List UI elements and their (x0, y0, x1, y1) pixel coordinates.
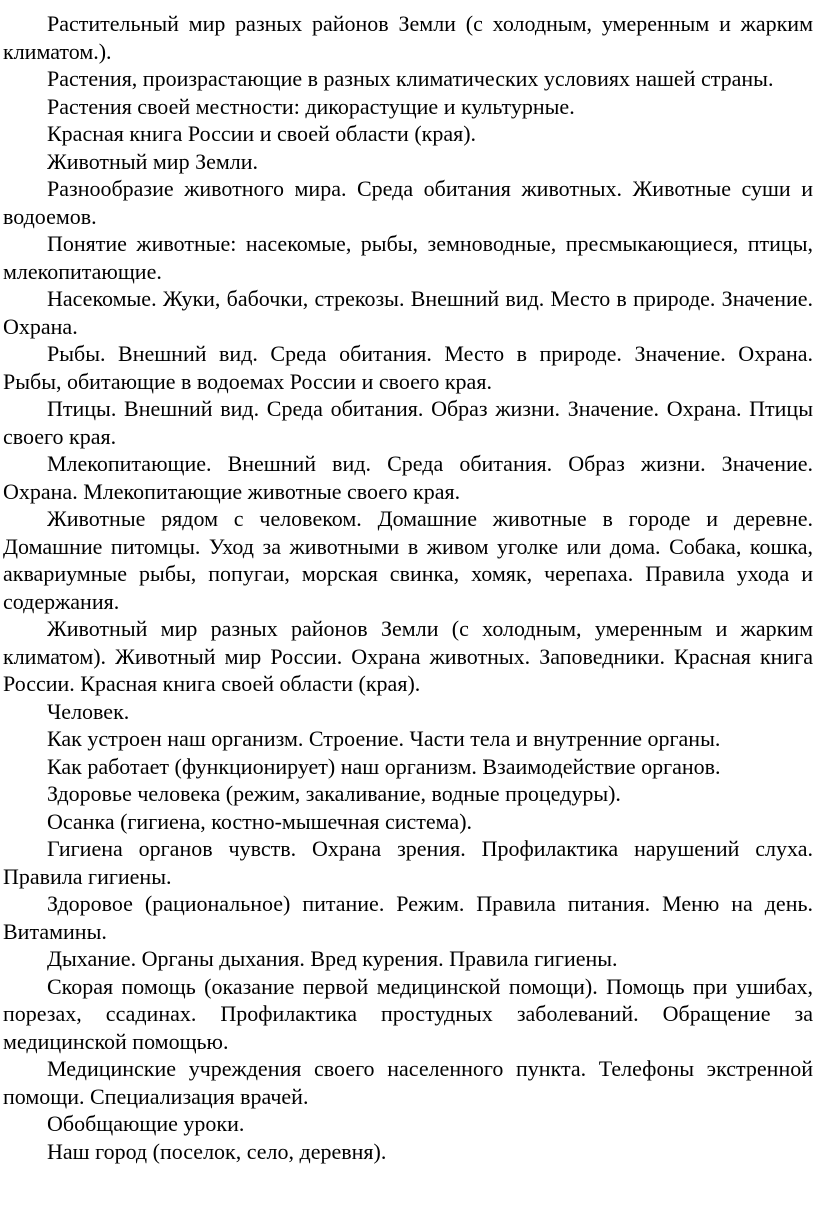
paragraph-animal-groups: Понятие животные: насекомые, рыбы, земноводные, пресмыкающиеся, птицы, млекопитающие. (3, 231, 813, 284)
paragraph-breathing: Дыхание. Органы дыхания. Вред курения. Правила гигиены. (47, 946, 618, 971)
paragraph-summary-lessons: Обобщающие уроки. (47, 1111, 245, 1136)
paragraph-medical-institutions: Медицинские учреждения своего населенного пункта. Телефоны экстренной помощи. Специализация врачей. (3, 1056, 813, 1109)
paragraph-local-plants: Растения своей местности: дикорастущие и культурные. (47, 93, 575, 119)
paragraph-plants-country: Растения, произрастающие в разных климатических условиях нашей страны. (47, 66, 774, 91)
paragraph-posture: Осанка (гигиена, костно-мышечная система). (47, 808, 473, 834)
paragraph-our-town: Наш город (поселок, село, деревня). (47, 1138, 387, 1164)
paragraph-birds: Птицы. Внешний вид. Среда обитания. Образ жизни. Значение. Охрана. Птицы своего края. (3, 396, 813, 449)
paragraph-first-aid: Скорая помощь (оказание первой медицинской помощи). Помощь при ушибах, порезах, ссадинах. Профилактика простудных заболеваний. Обращение за медицинской помощью. (3, 973, 813, 1054)
paragraph-animal-world: Животный мир Земли. (47, 148, 259, 174)
paragraph-fish: Рыбы. Внешний вид. Среда обитания. Место в природе. Значение. Охрана. Рыбы, обитающие в водоемах России и своего края. (3, 341, 813, 394)
paragraph-body-structure: Как устроен наш организм. Строение. Части тела и внутренние органы. (47, 726, 721, 751)
paragraph-pets: Животные рядом с человеком. Домашние животные в городе и деревне. Домашние питомцы. Уход за животными в живом уголке или дома. Собака, кошка, аквариумные рыбы, попугаи, морская свинка, хомяк, черепаха. Правила ухода и содержания. (3, 506, 813, 614)
paragraph-health: Здоровье человека (режим, закаливание, водные процедуры). (47, 781, 621, 806)
paragraph-mammals: Млекопитающие. Внешний вид. Среда обитания. Образ жизни. Значение. Охрана. Млекопитающие животные своего края. (3, 451, 813, 504)
paragraph-insects: Насекомые. Жуки, бабочки, стрекозы. Внешний вид. Место в природе. Значение. Охрана. (3, 286, 813, 339)
paragraph-red-book: Красная книга России и своей области (края). (47, 121, 477, 146)
paragraph-animal-diversity: Разнообразие животного мира. Среда обитания животных. Животные суши и водоемов. (3, 176, 813, 229)
paragraph-animals-climate: Животный мир разных районов Земли (с холодным, умеренным и жарким климатом). Животный мир России. Охрана животных. Заповедники. Красная книга России. Красная книга своей области (края). (3, 616, 813, 696)
paragraph-senses-hygiene: Гигиена органов чувств. Охрана зрения. Профилактика нарушений слуха. Правила гигиены. (3, 836, 813, 889)
paragraph-human: Человек. (47, 698, 130, 724)
paragraph-body-function: Как работает (функционирует) наш организм. Взаимодействие органов. (47, 753, 721, 779)
paragraph-plants-climate: Растительный мир разных районов Земли (с холодным, умеренным и жарким климатом.). (3, 11, 813, 64)
paragraph-nutrition: Здоровое (рациональное) питание. Режим. Правила питания. Меню на день. Витамины. (3, 891, 813, 944)
